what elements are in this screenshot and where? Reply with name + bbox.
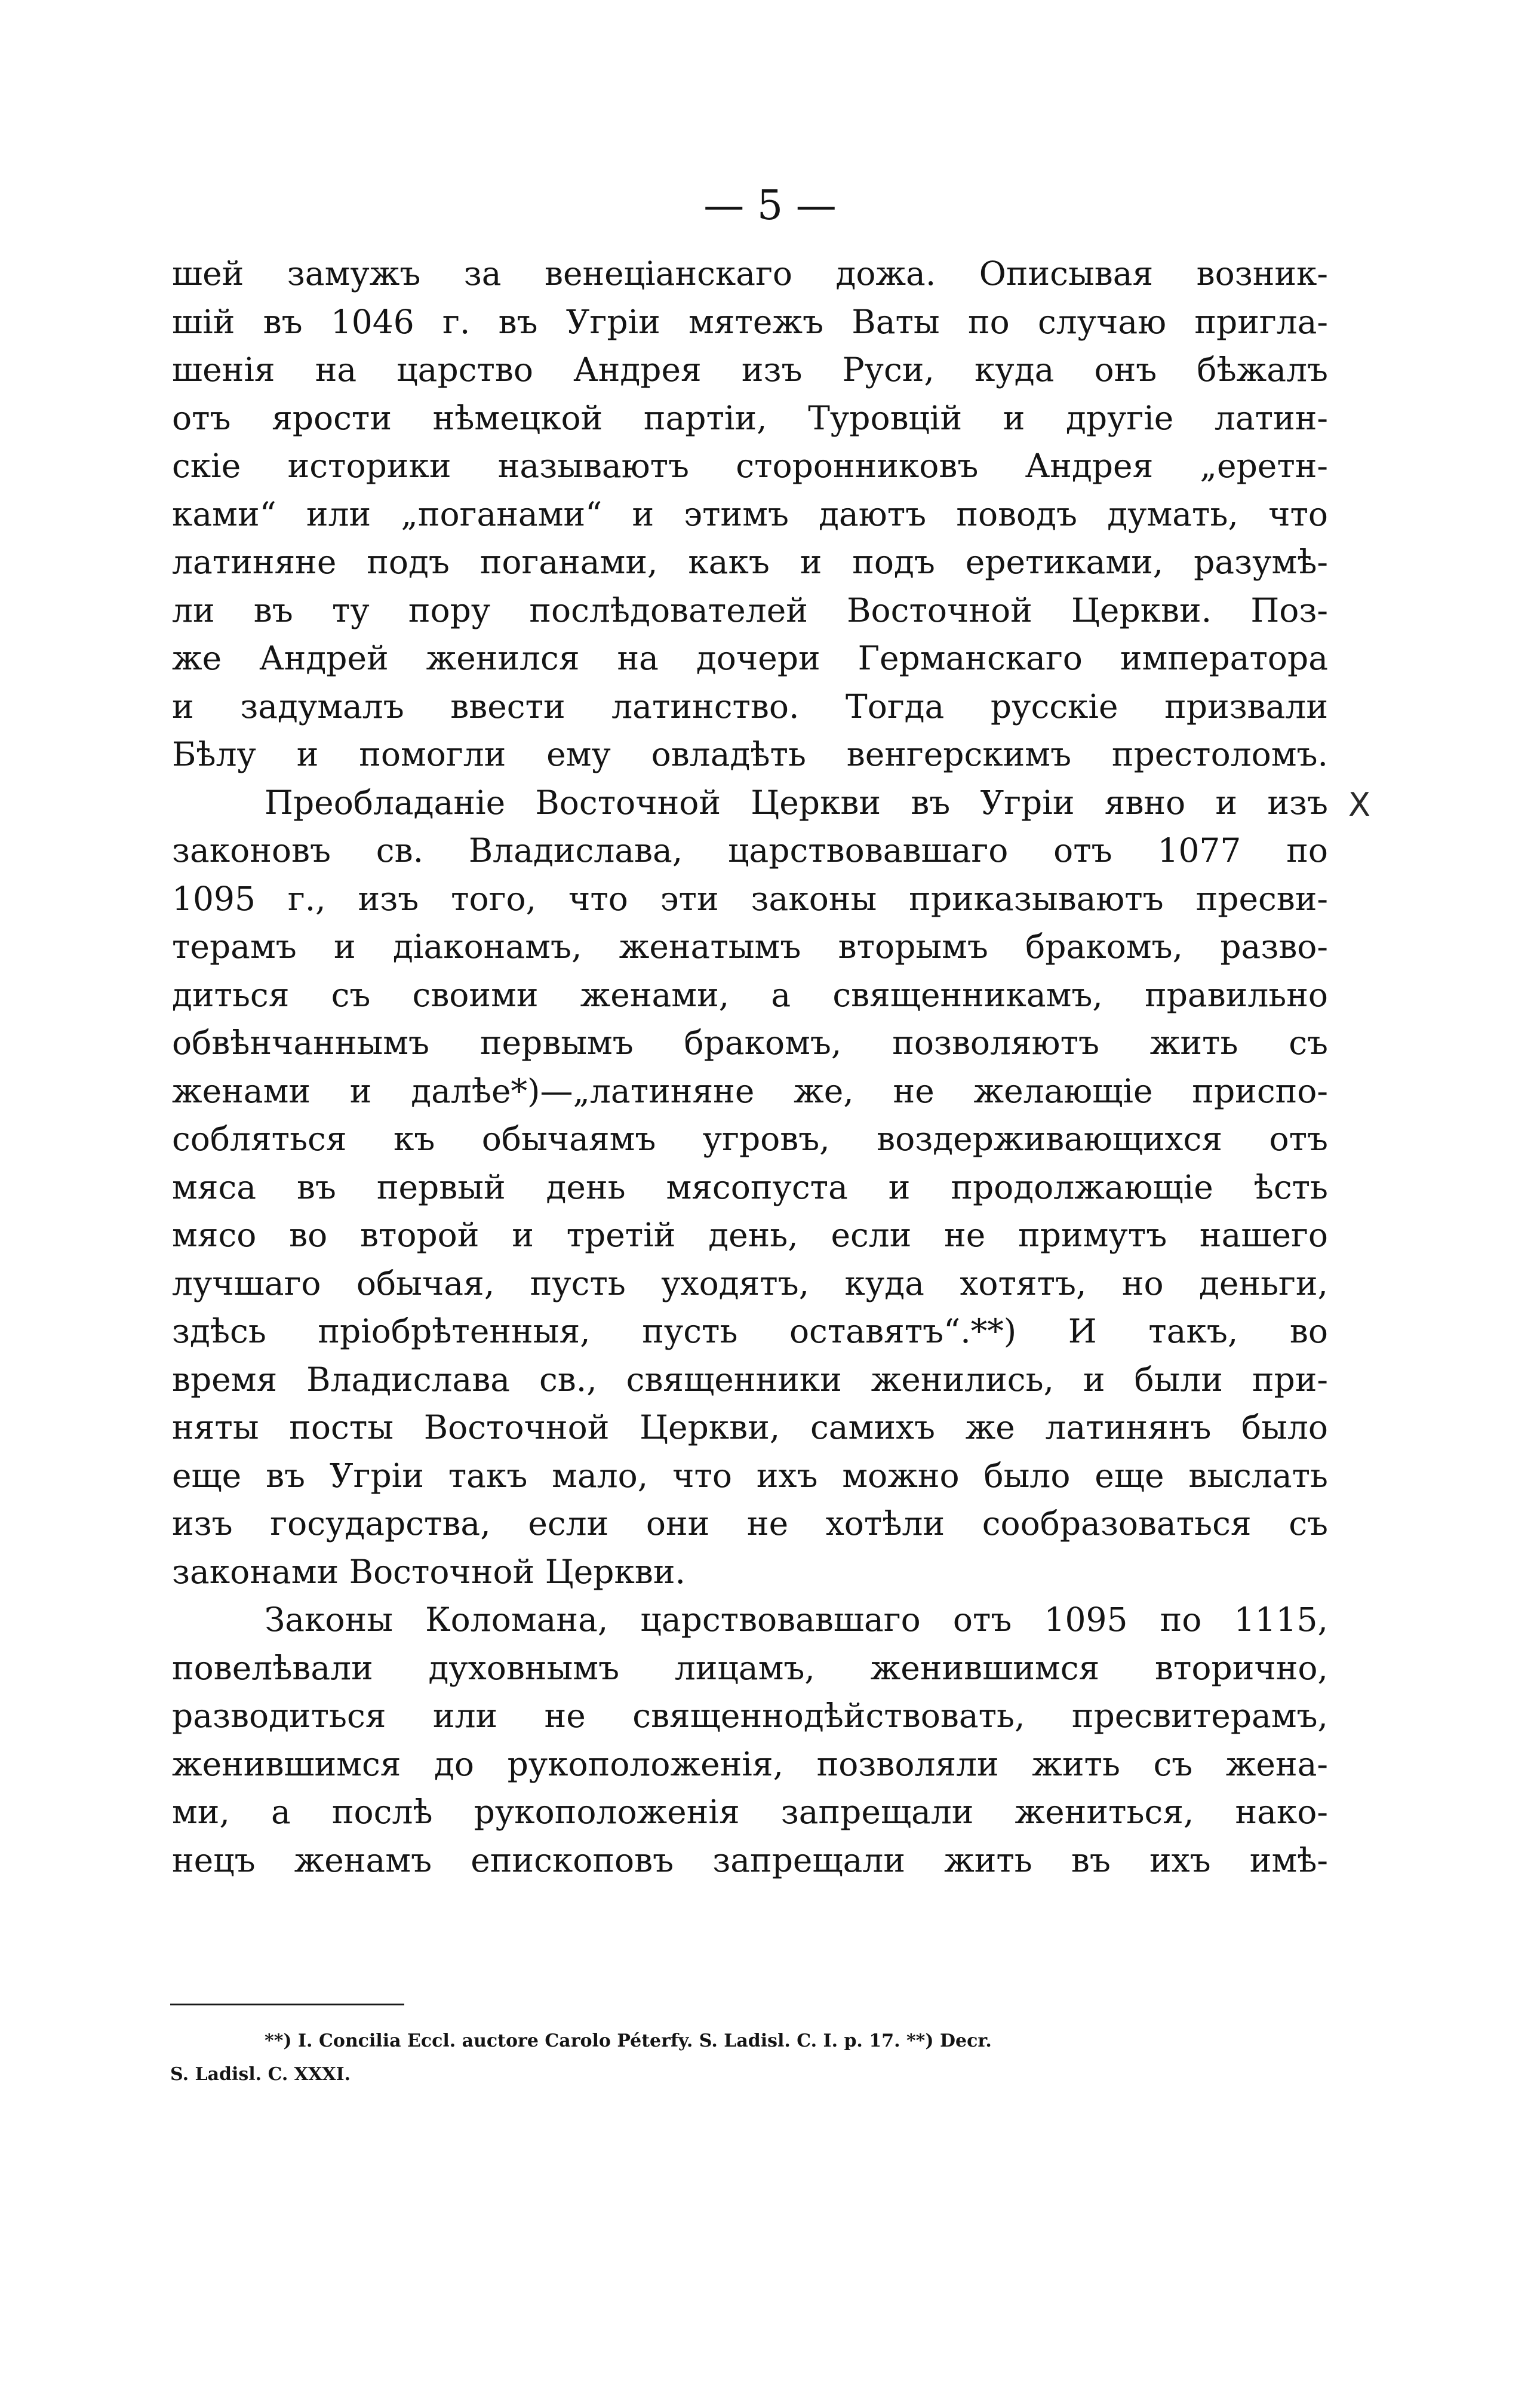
text-line: нецъ женамъ епископовъ запрещали жить въ ихъ имѣ- [172,1841,1328,1879]
text-line: отъ ярости нѣмецкой партіи, Туровцій и другіе латин- [172,398,1328,437]
text-line: диться съ своими женами, а священникамъ, правильно [172,975,1328,1014]
text-line: разводиться или не священнодѣйствовать, пресвитерамъ, [172,1697,1328,1735]
text-line: собляться къ обычаямъ угровъ, воздерживающихся отъ [172,1120,1328,1158]
paragraph-3 [172,1596,1328,1884]
text-line: ми, а послѣ рукоположенія запрещали жениться, нако- [172,1793,1328,1831]
paragraph-2 [172,779,1328,1596]
footnotes [170,2024,1338,2091]
text-line: Законы Коломана, царствовавшаго отъ 1095 по 1115, [265,1600,1328,1639]
text-line: здѣсь пріобрѣтенныя, пусть оставятъ“.**) И такъ, во [172,1312,1328,1350]
text-line: скіе историки называютъ сторонниковъ Андрея „еретн- [172,447,1328,485]
text-line: законами Восточной Церкви. [172,1552,686,1591]
text-line: ками“ или „поганами“ и этимъ даютъ поводъ думать, что [172,494,1328,533]
text-line: латиняне подъ поганами, какъ и подъ еретиками, разумѣ- [172,543,1328,581]
text-line: же Андрей женился на дочери Германскаго императора [172,639,1328,677]
text-line: шенія на царство Андрея изъ Руси, куда онъ бѣжалъ [172,351,1328,389]
body-text [172,250,1328,1884]
margin-annotation-mark: X [1348,786,1370,824]
text-line: няты посты Восточной Церкви, самихъ же латинянъ было [172,1408,1328,1446]
footnote-line: S. Ladisl. C. XXXI. [170,2064,351,2085]
page-number: — 5 — [703,182,837,229]
text-line: и задумалъ ввести латинство. Тогда русскіе призвали [172,687,1328,726]
text-line: мясо во второй и третій день, если не примутъ нашего [172,1216,1328,1254]
text-line: лучшаго обычая, пусть уходятъ, куда хотятъ, но деньги, [172,1264,1328,1302]
text-line: шій въ 1046 г. въ Угріи мятежъ Ваты по случаю пригла- [172,302,1328,341]
text-line: терамъ и діаконамъ, женатымъ вторымъ бракомъ, разво- [172,927,1328,966]
text-line: шей замужъ за венеціанскаго дожа. Описывая возник- [172,254,1328,293]
text-line: изъ государства, если они не хотѣли сообразоваться съ [172,1504,1328,1543]
text-line: Бѣлу и помогли ему овладѣть венгерскимъ престоломъ. [172,735,1328,773]
text-line: женами и далѣе*)—„латиняне же, не желающіе приспо- [172,1071,1328,1110]
text-line: женившимся до рукоположенія, позволяли жить съ жена- [172,1744,1328,1783]
paragraph-1 [172,250,1328,779]
text-line: Преобладаніе Восточной Церкви въ Угріи явно и изъ [265,783,1328,822]
footnote-divider [170,2004,404,2005]
text-line: мяса въ первый день мясопуста и продолжающіе ѣсть [172,1168,1328,1206]
text-line: время Владислава св., священники женились, и были при- [172,1360,1328,1399]
text-line: 1095 г., изъ того, что эти законы приказываютъ пресви- [172,879,1328,918]
text-line: законовъ св. Владислава, царствовавшаго отъ 1077 по [172,831,1328,870]
text-line: еще въ Угріи такъ мало, что ихъ можно было еще выслать [172,1456,1328,1495]
text-line: обвѣнчаннымъ первымъ бракомъ, позволяютъ жить съ [172,1024,1328,1062]
footnote-line: **) I. Concilia Eccl. auctore Carolo Péterfy. S. Ladisl. C. I. p. 17. **) Decr. [265,2030,992,2051]
text-line: повелѣвали духовнымъ лицамъ, женившимся вторично, [172,1648,1328,1687]
text-line: ли въ ту пору послѣдователей Восточной Церкви. Поз- [172,591,1328,629]
